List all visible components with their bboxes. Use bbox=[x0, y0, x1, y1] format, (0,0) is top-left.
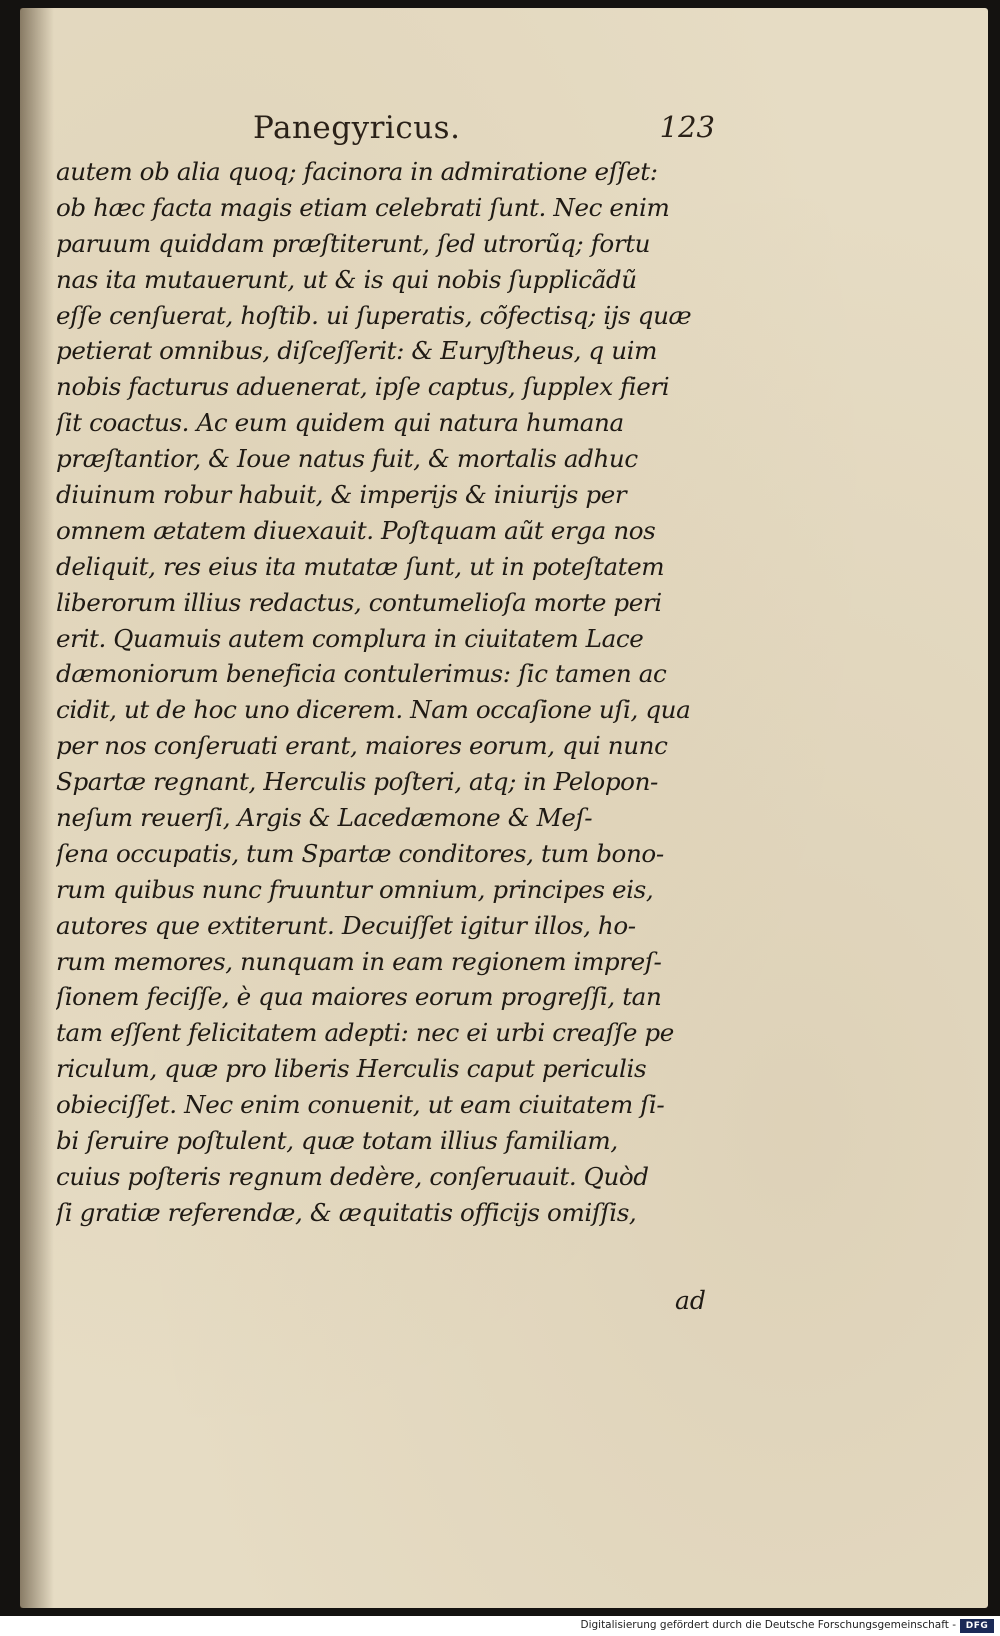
text-line: paruum quiddam præſtiterunt, ſed utrorũq; fortu bbox=[56, 228, 651, 258]
text-line: liberorum illius redactus, contumelioſa morte peri bbox=[56, 587, 662, 617]
funding-credit: Digitalisierung gefördert durch die Deutsche Forschungsgemeinschaft - bbox=[580, 1619, 956, 1631]
text-line: obieciſſet. Nec enim conuenit, ut eam ciuitatem ſi- bbox=[56, 1090, 665, 1120]
footer-bar bbox=[0, 1616, 1000, 1636]
text-line: præſtantior, & Ioue natus fuit, & mortalis adhuc bbox=[56, 444, 638, 474]
body-text bbox=[56, 154, 732, 1231]
text-line: deliquit, res eius ita mutatæ ſunt, ut in poteſtatem bbox=[56, 551, 665, 581]
dfg-logo-icon[interactable]: DFG bbox=[960, 1619, 994, 1633]
page-header bbox=[245, 110, 715, 154]
text-line: nobis facturus aduenerat, ipſe captus, ſupplex fieri bbox=[56, 372, 670, 402]
text-line: rum quibus nunc fruuntur omnium, principes eis, bbox=[56, 874, 654, 904]
text-line: autem ob alia quoq; facinora in admiratione eſſet: bbox=[56, 157, 658, 186]
running-head: Panegyricus. bbox=[253, 110, 461, 146]
text-line: petierat omnibus, diſceſſerit: & Euryſtheus, q uim bbox=[56, 336, 658, 366]
gutter-shadow bbox=[20, 8, 54, 1608]
text-line: rum memores, nunquam in eam regionem impreſ- bbox=[56, 946, 662, 976]
text-line: ſionem feciſſe, è qua maiores eorum progreſſi, tan bbox=[56, 982, 662, 1012]
text-line: autores que extiterunt. Decuiſſet igitur illos, ho- bbox=[56, 910, 636, 940]
catchword: ad bbox=[675, 1286, 706, 1315]
book-page bbox=[20, 8, 988, 1608]
text-line: neſum reuerſi, Argis & Lacedæmone & Meſ- bbox=[56, 803, 593, 833]
text-line: erit. Quamuis autem complura in ciuitatem Lace bbox=[56, 623, 644, 653]
text-line: ſit coactus. Ac eum quidem qui natura humana bbox=[56, 408, 624, 438]
text-line: riculum, quæ pro liberis Herculis caput periculis bbox=[56, 1054, 647, 1084]
text-line: diuinum robur habuit, & imperijs & iniurijs per bbox=[56, 480, 627, 510]
page-number: 123 bbox=[659, 110, 715, 144]
text-line: ſena occupatis, tum Spartæ conditores, tum bono- bbox=[56, 838, 664, 868]
text-line: nas ita mutauerunt, ut & is qui nobis ſupplicãdũ bbox=[56, 264, 637, 294]
text-line: eſſe cenſuerat, hoſtib. ui ſuperatis, cõfectisq; ijs quæ bbox=[56, 300, 692, 330]
text-line: ob hæc facta magis etiam celebrati ſunt. Nec enim bbox=[56, 192, 670, 222]
text-line: dæmoniorum beneficia contulerimus: ſic tamen ac bbox=[56, 659, 667, 689]
text-line: tam eſſent felicitatem adepti: nec ei urbi creaſſe pe bbox=[56, 1018, 674, 1048]
text-line: per nos conſeruati erant, maiores eorum, qui nunc bbox=[56, 731, 668, 761]
text-line: bi ſeruire poſtulent, quæ totam illius familiam, bbox=[56, 1126, 618, 1156]
text-line: ſi gratiæ referendæ, & æquitatis officijs omiſſis, bbox=[56, 1197, 637, 1227]
text-line: omnem ætatem diuexauit. Poſtquam aũt erga nos bbox=[56, 515, 656, 545]
text-line: cidit, ut de hoc uno dicerem. Nam occaſione uſi, qua bbox=[56, 695, 691, 725]
text-line: Spartæ regnant, Herculis poſteri, atq; in Pelopon- bbox=[56, 767, 658, 797]
text-line: cuius poſteris regnum dedère, conſeruauit. Quòd bbox=[56, 1161, 649, 1191]
